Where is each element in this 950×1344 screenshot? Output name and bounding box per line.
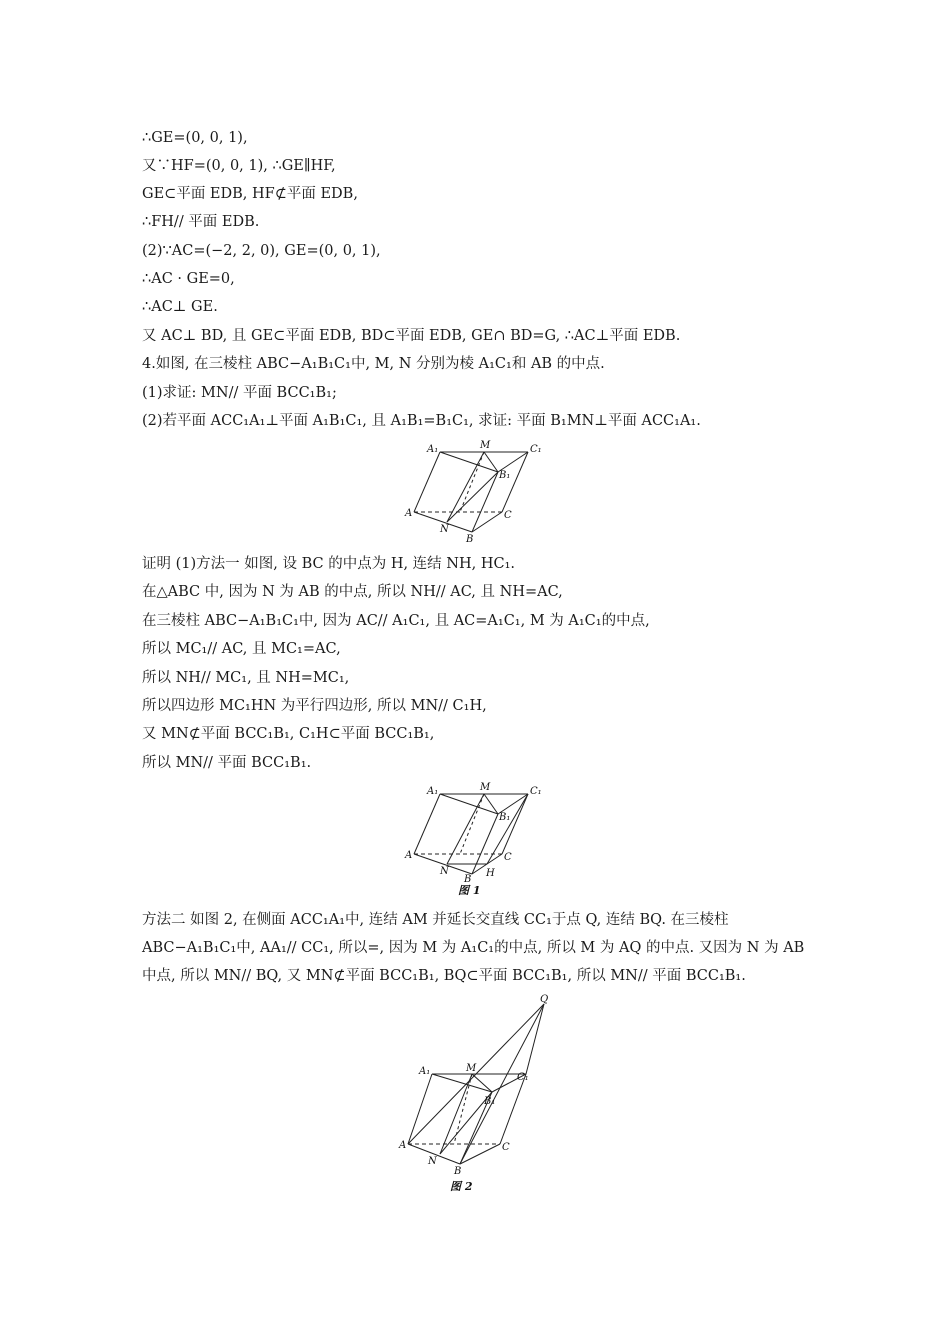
fig1-label-c: C bbox=[504, 852, 512, 863]
text-line-13: 在△ABC 中, 因为 N 为 AB 的中点, 所以 NH// AC, 且 NH=AC, bbox=[142, 584, 563, 600]
text-line-18: 又 MN⊄平面 BCC₁B₁, C₁H⊂平面 BCC₁B₁, bbox=[142, 726, 435, 742]
text-line-8: 又 AC⊥ BD, 且 GE⊂平面 EDB, BD⊂平面 EDB, GE∩ BD=G, ∴AC⊥平面 EDB. bbox=[142, 328, 681, 344]
figure-2-caption: 图 2 bbox=[450, 1180, 473, 1193]
fig1-label-b1: B₁ bbox=[499, 812, 511, 823]
fig1-label-h: H bbox=[486, 868, 495, 879]
label-c: C bbox=[504, 510, 512, 521]
figure-2 bbox=[394, 992, 564, 1202]
label-m: M bbox=[480, 440, 491, 451]
fig2-label-a: A bbox=[399, 1140, 407, 1151]
fig1-label-n: N bbox=[440, 866, 449, 877]
prism-diagram-svg bbox=[402, 438, 552, 548]
prism-figure bbox=[402, 438, 552, 548]
fig1-label-b: B bbox=[464, 874, 472, 885]
label-c1: C₁ bbox=[530, 444, 542, 455]
fig2-label-q: Q bbox=[540, 994, 549, 1005]
fig1-label-m: M bbox=[480, 782, 491, 793]
label-b: B bbox=[466, 534, 474, 545]
fig2-label-b1: B₁ bbox=[484, 1096, 496, 1107]
problem-4-statement: 4.如图, 在三棱柱 ABC−A₁B₁C₁中, M, N 分别为棱 A₁C₁和 AB 的中点. bbox=[142, 356, 605, 372]
fig2-label-b: B bbox=[454, 1166, 462, 1177]
fig2-label-a1: A₁ bbox=[419, 1066, 431, 1077]
text-line-19: 所以 MN// 平面 BCC₁B₁. bbox=[142, 755, 312, 771]
text-line-2: 又∵HF=(0, 0, 1), ∴GE∥HF, bbox=[142, 158, 336, 174]
problem-4-part-2: (2)若平面 ACC₁A₁⊥平面 A₁B₁C₁, 且 A₁B₁=B₁C₁, 求证: 平面 B₁MN⊥平面 ACC₁A₁. bbox=[142, 413, 701, 429]
proof-method-2: 方法二 如图 2, 在侧面 ACC₁A₁中, 连结 AM 并延长交直线 CC₁于点 Q, 连结 BQ. 在三棱柱 ABC−A₁B₁C₁中, AA₁// CC₁, 所以=, 因为 M 为 A₁C₁的中点, 所以 M 为 AQ 的中点. 又因为 N 为 AB 中点, 所以 MN// BQ, 又 MN⊄平面 BCC₁B₁, BQ⊂平面 BCC₁B₁, 所以 MN// 平面 BCC₁B₁. bbox=[142, 912, 805, 984]
fig2-label-n: N bbox=[428, 1156, 437, 1167]
fig1-label-a1: A₁ bbox=[427, 786, 439, 797]
text-line-6: ∴AC · GE=0, bbox=[142, 271, 235, 287]
text-line-3: GE⊂平面 EDB, HF⊄平面 EDB, bbox=[142, 186, 358, 202]
figure-1-caption: 图 1 bbox=[458, 884, 481, 897]
figure-2-svg bbox=[394, 992, 564, 1202]
figure-1 bbox=[402, 780, 552, 900]
fig1-label-c1: C₁ bbox=[530, 786, 542, 797]
text-line-16: 所以 NH// MC₁, 且 NH=MC₁, bbox=[142, 670, 350, 686]
text-line-1: ∴GE=(0, 0, 1), bbox=[142, 130, 248, 146]
text-line-4: ∴FH// 平面 EDB. bbox=[142, 214, 260, 230]
figure-1-svg bbox=[402, 780, 552, 900]
fig2-label-c: C bbox=[502, 1142, 510, 1153]
text-line-14: 在三棱柱 ABC−A₁B₁C₁中, 因为 AC// A₁C₁, 且 AC=A₁C₁, M 为 A₁C₁的中点, bbox=[142, 613, 650, 629]
fig2-label-m: M bbox=[466, 1063, 477, 1074]
fig1-label-a: A bbox=[405, 850, 413, 861]
fig2-label-c1: C₁ bbox=[517, 1072, 529, 1083]
text-line-5: (2)∵AC=(−2, 2, 0), GE=(0, 0, 1), bbox=[142, 243, 381, 259]
proof-method-1: 证明 (1)方法一 如图, 设 BC 的中点为 H, 连结 NH, HC₁. bbox=[142, 556, 516, 572]
text-line-17: 所以四边形 MC₁HN 为平行四边形, 所以 MN// C₁H, bbox=[142, 698, 487, 714]
label-a: A bbox=[405, 508, 413, 519]
text-line-15: 所以 MC₁// AC, 且 MC₁=AC, bbox=[142, 641, 341, 657]
label-n: N bbox=[440, 524, 449, 535]
label-a1: A₁ bbox=[427, 444, 439, 455]
text-line-7: ∴AC⊥ GE. bbox=[142, 299, 218, 315]
label-b1: B₁ bbox=[499, 470, 511, 481]
problem-4-part-1: (1)求证: MN// 平面 BCC₁B₁; bbox=[142, 385, 337, 401]
